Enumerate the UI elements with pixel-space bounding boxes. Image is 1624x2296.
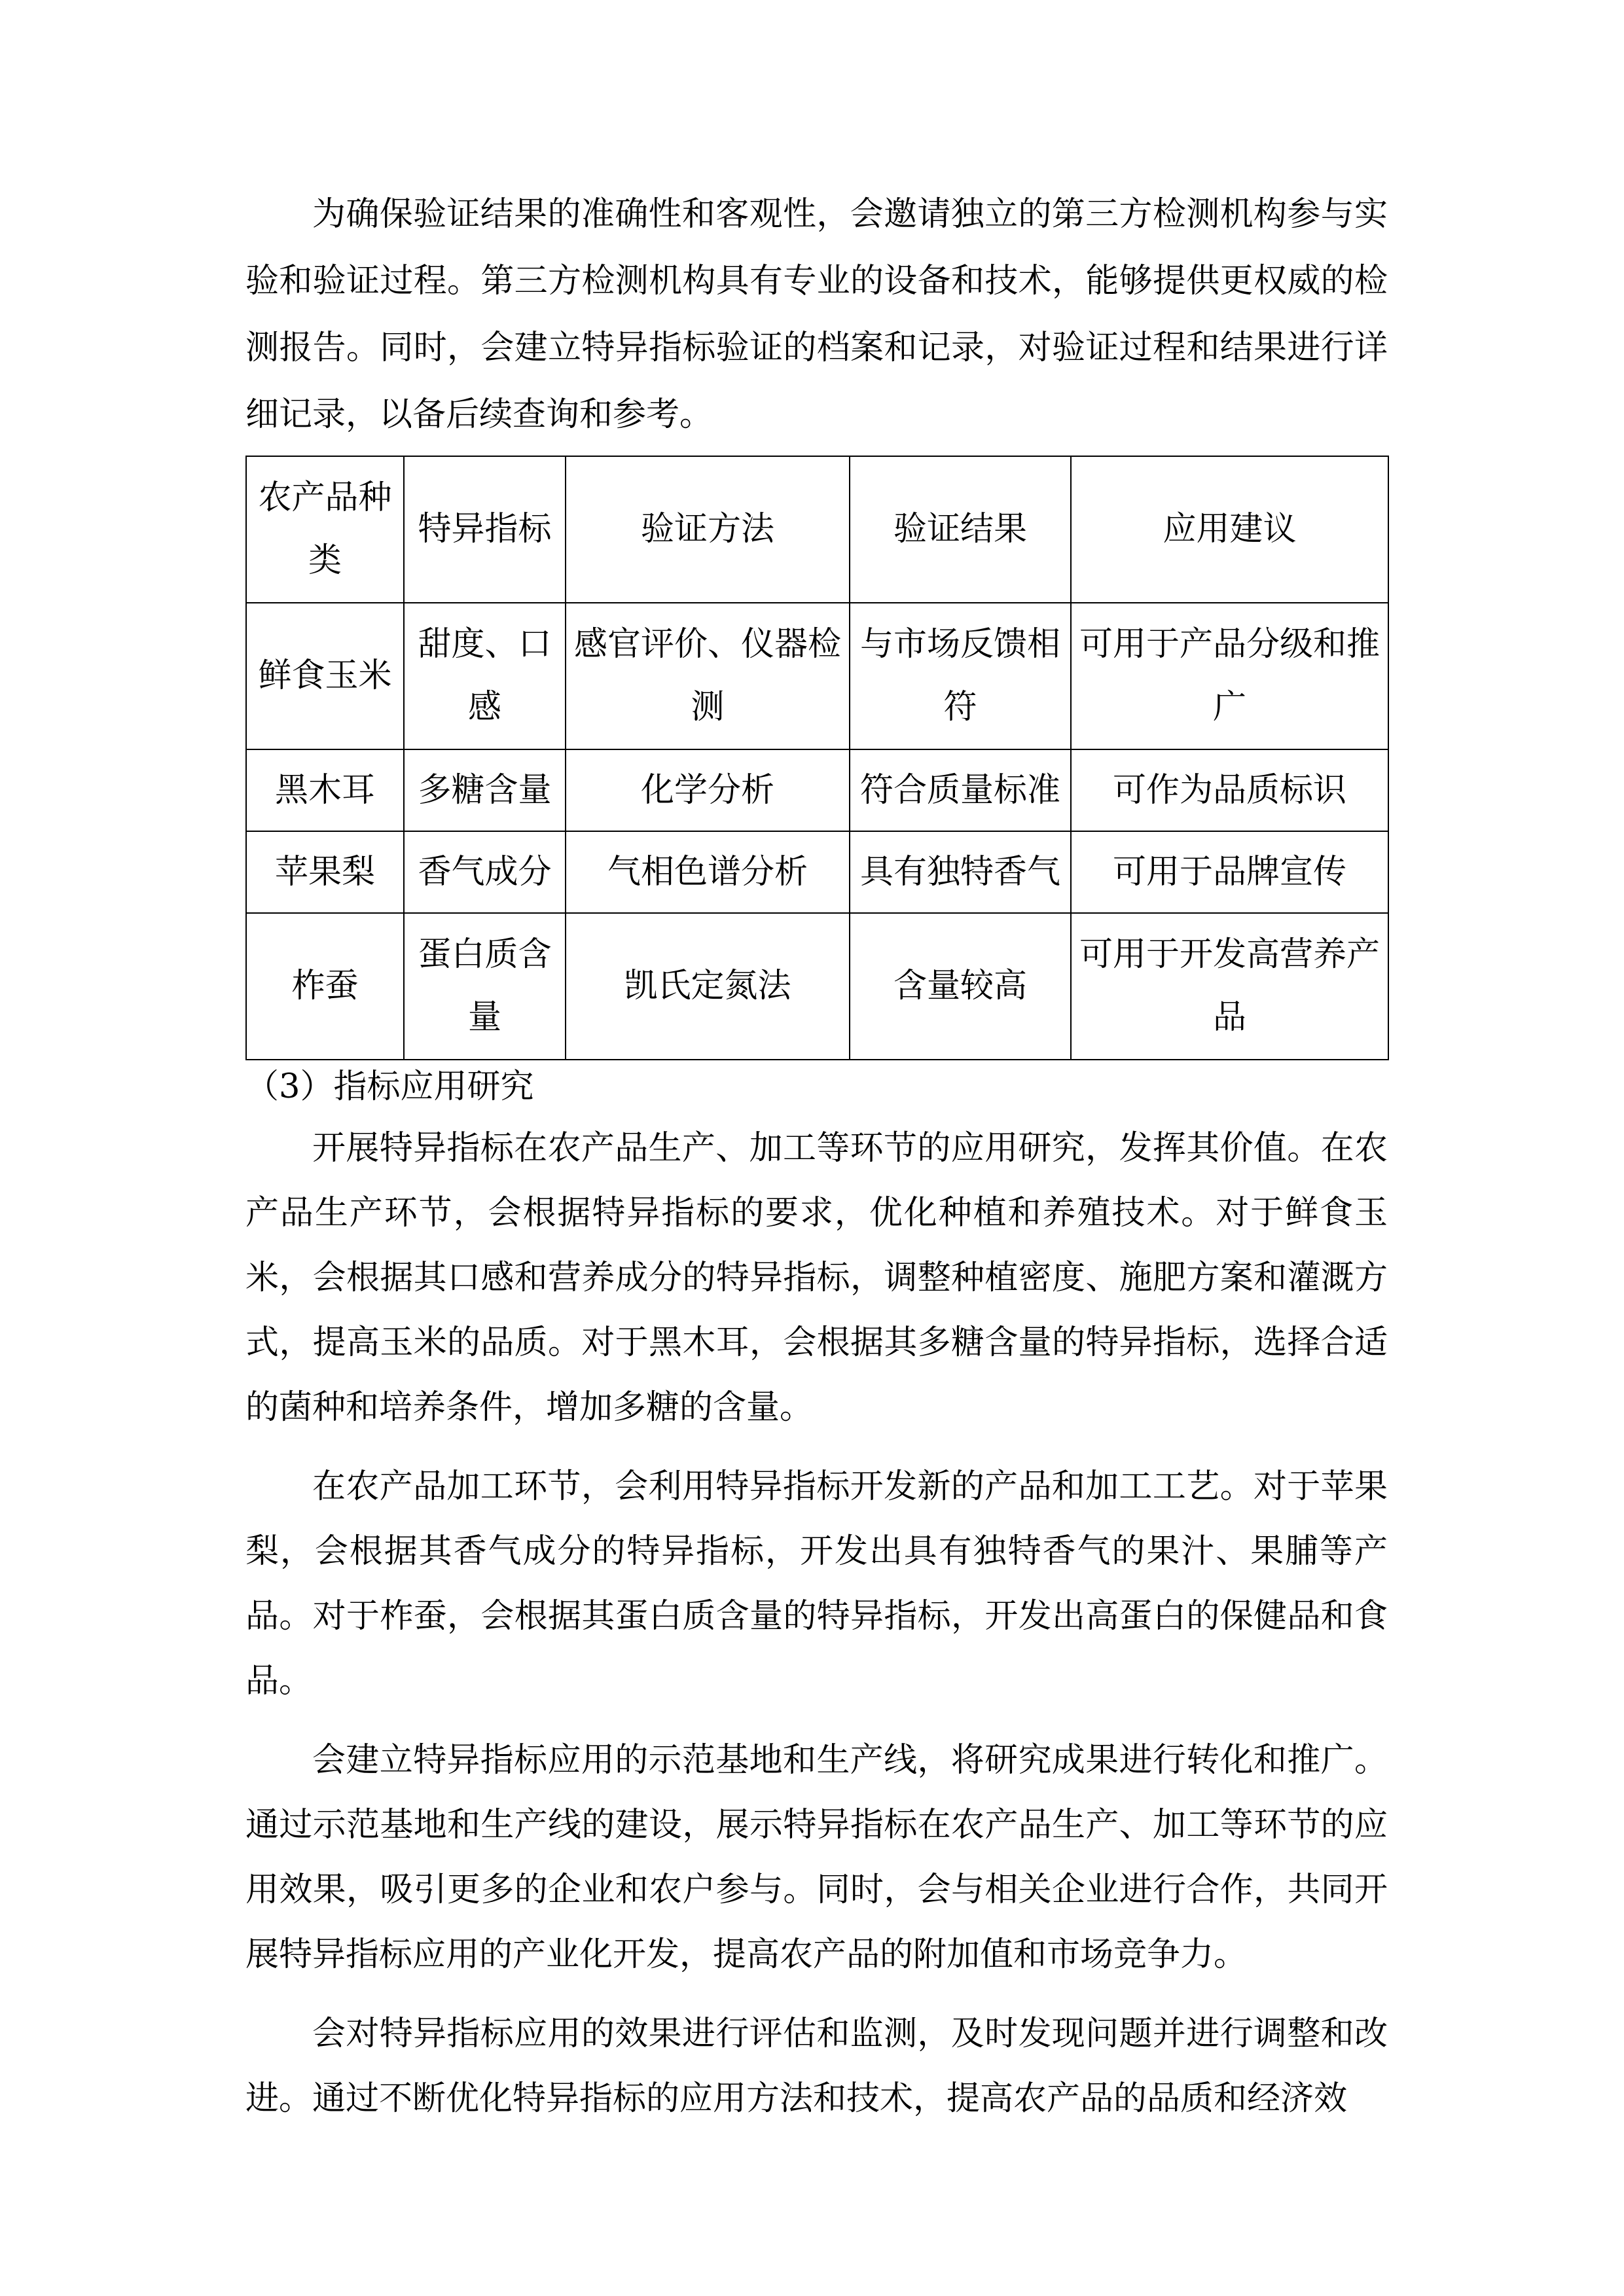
indicator-table bbox=[245, 456, 1389, 1060]
header-cell: 验证方法 bbox=[566, 456, 850, 603]
table-cell: 含量较高 bbox=[850, 913, 1071, 1060]
table-cell: 凯氏定氮法 bbox=[566, 913, 850, 1060]
table-row bbox=[246, 749, 1388, 831]
table-cell: 可作为品质标识 bbox=[1071, 749, 1388, 831]
table-cell: 黑木耳 bbox=[246, 749, 404, 831]
table-cell: 与市场反馈相符 bbox=[850, 603, 1071, 749]
section-heading: （3）指标应用研究 bbox=[245, 1067, 534, 1106]
table-row bbox=[246, 603, 1388, 749]
table-cell: 苹果梨 bbox=[246, 831, 404, 913]
paragraph-processing: 在农产品加工环节，会利用特异指标开发新的产品和加工工艺。对于苹果梨，会根据其香气成分的特异指标，开发出具有独特香气的果汁、果脯等产品。对于柞蚕，会根据其蛋白质含量的特异指标，开发出高蛋白的保健品和食品。 bbox=[245, 1467, 1388, 1700]
table-cell: 鲜食玉米 bbox=[246, 603, 404, 749]
table-cell: 可用于品牌宣传 bbox=[1071, 831, 1388, 913]
page-content bbox=[245, 0, 1388, 2131]
paragraph-evaluation: 会对特异指标应用的效果进行评估和监测，及时发现问题并进行调整和改进。通过不断优化特异指标的应用方法和技术，提高农产品的品质和经济效 bbox=[245, 2015, 1388, 2118]
table-cell: 可用于开发高营养产品 bbox=[1071, 913, 1388, 1060]
table-cell: 化学分析 bbox=[566, 749, 850, 831]
table-cell: 蛋白质含量 bbox=[404, 913, 566, 1060]
table-row bbox=[246, 831, 1388, 913]
table-header-row bbox=[246, 456, 1388, 603]
paragraph-production: 开展特异指标在农产品生产、加工等环节的应用研究，发挥其价值。在农产品生产环节，会根据特异指标的要求，优化种植和养殖技术。对于鲜食玉米，会根据其口感和营养成分的特异指标，调整种植密度、施肥方案和灌溉方式，提高玉米的品质。对于黑木耳，会根据其多糖含量的特异指标，选择合适的菌种和培养条件，增加多糖的含量。 bbox=[245, 1129, 1388, 1427]
table-cell: 气相色谱分析 bbox=[566, 831, 850, 913]
table-cell: 符合质量标准 bbox=[850, 749, 1071, 831]
header-cell: 特异指标 bbox=[404, 456, 566, 603]
paragraph-demonstration: 会建立特异指标应用的示范基地和生产线，将研究成果进行转化和推广。通过示范基地和生产线的建设，展示特异指标在农产品生产、加工等环节的应用效果，吸引更多的企业和农户参与。同时，会与相关企业进行合作，共同开展特异指标应用的产业化开发，提高农产品的附加值和市场竞争力。 bbox=[245, 1741, 1388, 1974]
header-cell: 验证结果 bbox=[850, 456, 1071, 603]
table-cell: 甜度、口感 bbox=[404, 603, 566, 749]
table-cell: 感官评价、仪器检测 bbox=[566, 603, 850, 749]
table-cell: 香气成分 bbox=[404, 831, 566, 913]
table-cell: 柞蚕 bbox=[246, 913, 404, 1060]
paragraph-verification: 为确保验证结果的准确性和客观性，会邀请独立的第三方检测机构参与实验和验证过程。第三方检测机构具有专业的设备和技术，能够提供更权威的检测报告。同时，会建立特异指标验证的档案和记录，对验证过程和结果进行详细记录，以备后续查询和参考。 bbox=[245, 195, 1388, 434]
header-cell: 应用建议 bbox=[1071, 456, 1388, 603]
table-cell: 具有独特香气 bbox=[850, 831, 1071, 913]
table-cell: 可用于产品分级和推广 bbox=[1071, 603, 1388, 749]
table-row bbox=[246, 913, 1388, 1060]
header-cell: 农产品种类 bbox=[246, 456, 404, 603]
table-cell: 多糖含量 bbox=[404, 749, 566, 831]
